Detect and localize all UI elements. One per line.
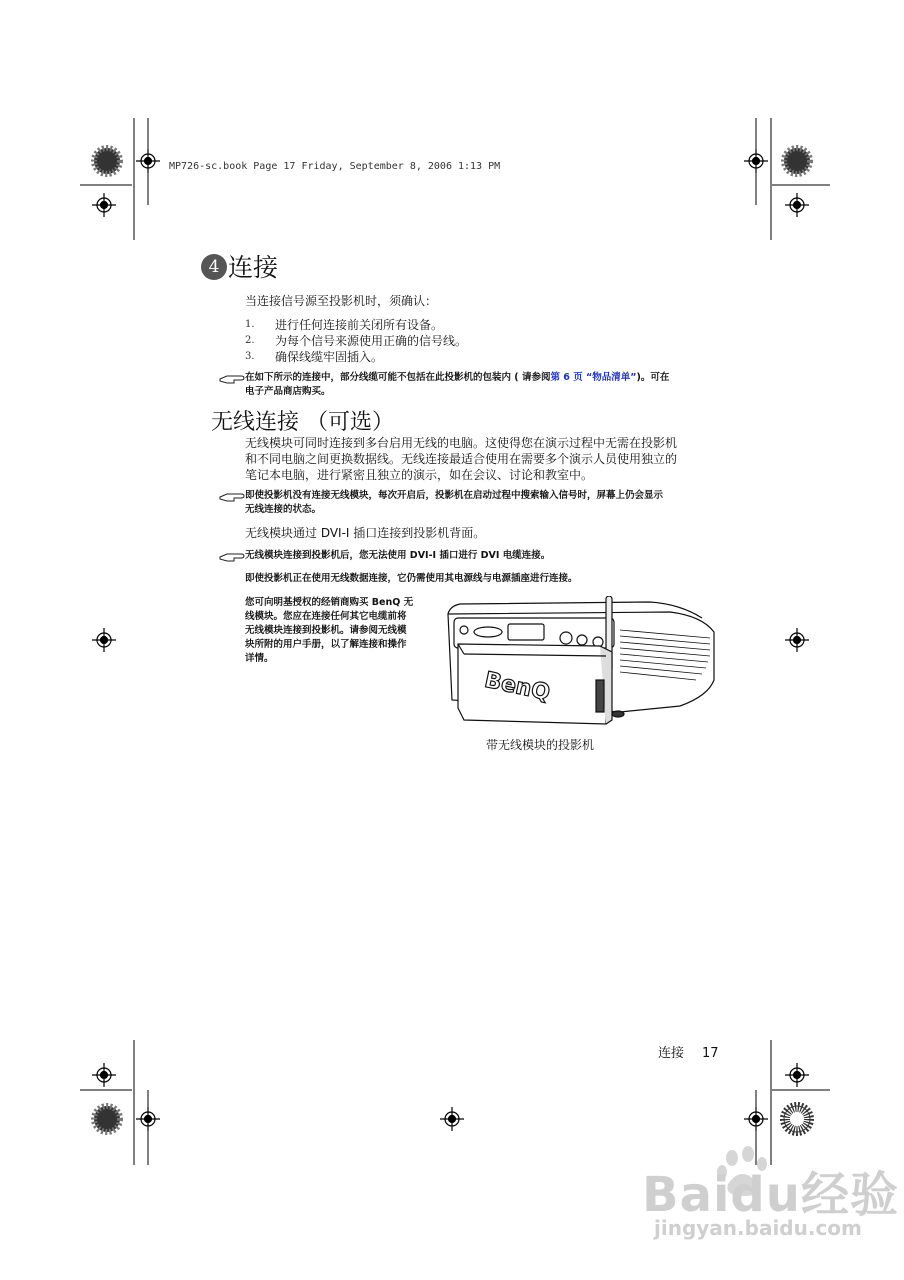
note-text: 无线连接的状态。 [245, 504, 322, 515]
list-text: 确保线缆牢固插入。 [275, 350, 384, 364]
paragraph-line: 无线模块连接到投影机。请参阅无线模 [245, 625, 407, 636]
paragraph-line: 块所附的用户手册，以了解连接和操作 [245, 639, 407, 650]
power-note: 即使投影机正在使用无线数据连接，它仍需使用其电源线与电源插座进行连接。 [245, 573, 578, 584]
page-number: 17 [702, 1046, 719, 1061]
list-item [245, 317, 467, 333]
watermark-brand: Baidu经验 [642, 1167, 899, 1223]
pointing-hand-icon [219, 551, 245, 563]
note-cables [245, 371, 725, 399]
paragraph-line: 您可向明基授权的经销商购买 BenQ 无 [245, 597, 414, 608]
pointing-hand-icon [219, 373, 245, 385]
intro-text: 当连接信号源至投影机时，须确认： [245, 294, 438, 308]
paragraph-line: 笔记本电脑，进行紧密且独立的演示，如在会议、讨论和教室中。 [245, 468, 594, 482]
footer-section: 连接 [658, 1046, 685, 1061]
dvi-paragraph: 无线模块通过 DVI-I 插口连接到投影机背面。 [245, 526, 486, 540]
chapter-number-badge: 4 [201, 254, 227, 280]
section-title: 无线连接 （可选） [211, 410, 394, 435]
projector-illustration [440, 596, 720, 732]
list-item [245, 333, 467, 349]
wireless-paragraph [245, 435, 677, 483]
paragraph-line: 无线模块可同时连接到多台启用无线的电脑。这使得您在演示过程中无需在投影机 [245, 436, 678, 450]
list-number: 2. [245, 335, 255, 346]
steps-list [245, 317, 467, 365]
figure-caption: 带无线模块的投影机 [486, 738, 595, 752]
watermark-url: jingyan.baidu.com [654, 1216, 862, 1240]
list-text: 进行任何连接前关闭所有设备。 [275, 318, 444, 332]
note-text: )。可在 [636, 372, 670, 383]
page-footer [658, 1042, 719, 1061]
list-item [245, 349, 467, 365]
note-text: 在如下所示的连接中，部分线缆可能不包括在此投影机的包装内 ( 请参阅 [245, 372, 551, 383]
file-header: MP726-sc.book Page 17 Friday, September 8, 2006 1:13 PM [169, 161, 501, 172]
purchase-text [245, 596, 435, 666]
list-text: 为每个信号来源使用正确的信号线。 [275, 334, 468, 348]
pointing-hand-icon [219, 491, 245, 503]
cross-reference-link[interactable]: 第 6 页 “物品清单” [550, 372, 637, 383]
note-wireless-status [245, 489, 725, 517]
paragraph-line: 和不同电脑之间更换数据线。无线连接最适合使用在需要多个演示人员使用独立的 [245, 452, 678, 466]
note-dvi: 无线模块连接到投影机后，您无法使用 DVI-I 插口进行 DVI 电缆连接。 [245, 550, 551, 561]
chapter-title: 连接 [228, 253, 279, 282]
paragraph-line: 详情。 [245, 653, 274, 664]
note-text: 电子产品商店购买。 [245, 386, 331, 397]
module-brand-logo: BenQ [482, 667, 553, 706]
list-number: 3. [245, 351, 255, 362]
paragraph-line: 线模块。您应在连接任何其它电缆前将 [245, 611, 407, 622]
note-text: 即使投影机没有连接无线模块，每次开启后，投影机在启动过程中搜索输入信号时，屏幕上仍会显示 [245, 490, 664, 501]
list-number: 1. [245, 319, 255, 330]
